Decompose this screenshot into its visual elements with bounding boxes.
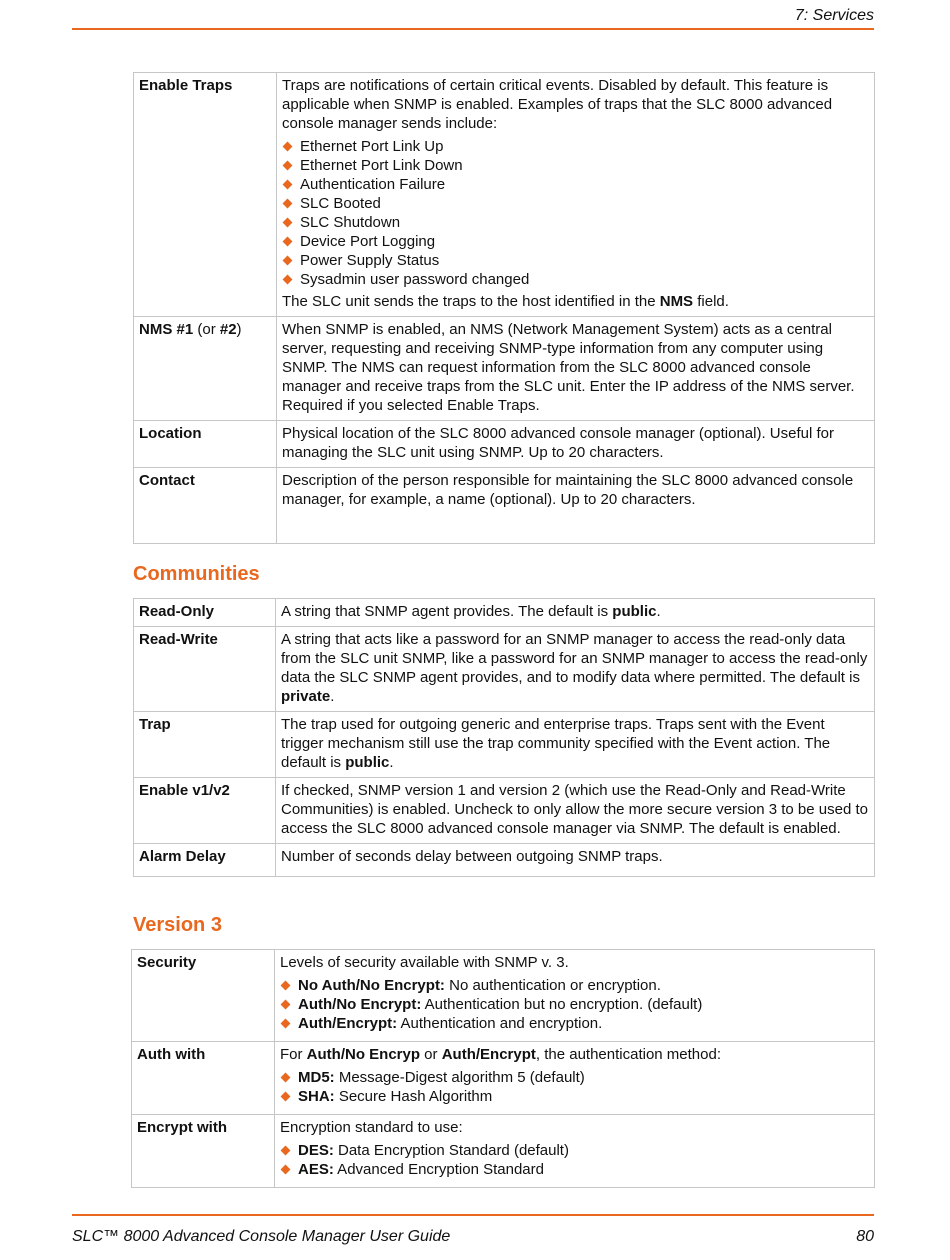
- text-bold: Auth/No Encryp: [306, 1046, 421, 1063]
- text: No authentication or encryption.: [444, 977, 661, 994]
- list-item: [280, 1087, 869, 1106]
- table-row: [134, 73, 875, 317]
- enable-traps-outro: [282, 292, 869, 311]
- text: The trap used for outgoing generic and enterprise traps. Traps sent with the Event trigger mechanism still use the trap community specified with the Event action. The default is: [281, 716, 831, 771]
- list-item: SLC Shutdown: [282, 213, 869, 232]
- page-header: [72, 6, 874, 30]
- list-item: Ethernet Port Link Up: [282, 137, 869, 156]
- text-bold: Auth/Encrypt:: [298, 1015, 398, 1032]
- text: field.: [693, 293, 729, 310]
- text: .: [330, 688, 335, 705]
- list-item: [280, 1014, 869, 1033]
- row-label: Read-Write: [134, 627, 276, 712]
- security-levels-list: [280, 976, 869, 1033]
- page-number: 80: [856, 1228, 874, 1245]
- table-row: [134, 844, 875, 877]
- text: NMS #1: [139, 321, 194, 338]
- text: or: [420, 1046, 442, 1063]
- row-description: Physical location of the SLC 8000 advanced console manager (optional). Useful for managing the SLC unit using SNMP. Up to 20 characters.: [277, 421, 875, 468]
- table-row: [134, 421, 875, 468]
- text: Authentication but no encryption. (default): [421, 996, 703, 1013]
- text-bold: SHA:: [298, 1088, 335, 1105]
- security-intro: Levels of security available with SNMP v. 3.: [280, 954, 569, 971]
- table-row: [132, 1115, 875, 1188]
- enable-traps-intro: Traps are notifications of certain critical events. Disabled by default. This feature is applicable when SNMP is enabled. Examples of traps that the SLC 8000 advanced console manager sends include:: [282, 77, 833, 132]
- text: Secure Hash Algorithm: [334, 1088, 493, 1105]
- text: Message-Digest algorithm 5 (default): [334, 1069, 585, 1086]
- row-label: [134, 317, 277, 421]
- section-heading-communities: Communities: [133, 563, 260, 585]
- list-item: Authentication Failure: [282, 175, 869, 194]
- list-item: SLC Booted: [282, 194, 869, 213]
- row-label: Enable Traps: [134, 73, 277, 317]
- text: Data Encryption Standard (default): [333, 1142, 569, 1159]
- row-label: Location: [134, 421, 277, 468]
- text: (or: [193, 321, 220, 338]
- list-item: Sysadmin user password changed: [282, 270, 869, 289]
- list-item: Power Supply Status: [282, 251, 869, 270]
- row-label: Trap: [134, 712, 276, 778]
- text: .: [656, 603, 661, 620]
- table-row: [134, 468, 875, 544]
- row-description: [276, 712, 875, 778]
- row-description: [275, 1042, 875, 1115]
- row-description: Number of seconds delay between outgoing SNMP traps.: [276, 844, 875, 877]
- table-row: [132, 1042, 875, 1115]
- row-description: When SNMP is enabled, an NMS (Network Management System) acts as a central server, requesting and receiving SNMP-type information from any computer using SNMP. The NMS can request information from the SLC 8000 advanced console manager and receive traps from the SLC unit. Enter the IP address of the NMS server. Required if you selected Enable Traps.: [277, 317, 875, 421]
- list-item: Device Port Logging: [282, 232, 869, 251]
- row-description: Description of the person responsible for maintaining the SLC 8000 advanced console manager, for example, a name (optional). Up to 20 characters.: [277, 468, 875, 544]
- row-description: [276, 599, 875, 627]
- table-row: [132, 950, 875, 1042]
- text: A string that SNMP agent provides. The default is: [281, 603, 613, 620]
- text: ): [236, 321, 242, 338]
- row-description: If checked, SNMP version 1 and version 2 (which use the Read-Only and Read-Write Communities) is enabled. Uncheck to only allow the more secure version 3 to be used to access the SLC 8000 advanced console manager via SNMP. The default is enabled.: [276, 778, 875, 844]
- text-bold: No Auth/No Encrypt:: [298, 977, 445, 994]
- table-row: [134, 778, 875, 844]
- list-item: [280, 1141, 869, 1160]
- list-item: Ethernet Port Link Down: [282, 156, 869, 175]
- row-description: [275, 950, 875, 1042]
- row-label: Auth with: [132, 1042, 275, 1115]
- row-label: Contact: [134, 468, 277, 544]
- text-bold: public: [612, 603, 657, 620]
- section-heading-version-3: Version 3: [133, 914, 222, 936]
- auth-methods-list: [280, 1068, 869, 1106]
- version3-table: [131, 949, 875, 1188]
- list-item: [280, 976, 869, 995]
- text: For: [280, 1046, 307, 1063]
- snmp-settings-table: [133, 72, 875, 544]
- text: #2: [219, 321, 237, 338]
- text: A string that acts like a password for an SNMP manager to access the read-only data from the SLC unit SNMP, like a password for an SNMP manager to access the read-only data the SLC SNMP agent provides, and to modify data where permitted. The default is: [281, 631, 868, 686]
- text-bold: Auth/No Encrypt:: [298, 996, 422, 1013]
- text: Advanced Encryption Standard: [333, 1161, 544, 1178]
- row-label: Encrypt with: [132, 1115, 275, 1188]
- list-item: [280, 1068, 869, 1087]
- row-label: Enable v1/v2: [134, 778, 276, 844]
- document-title: SLC™ 8000 Advanced Console Manager User Guide: [72, 1228, 451, 1245]
- text-bold: AES:: [298, 1161, 334, 1178]
- encrypt-intro: Encryption standard to use:: [280, 1119, 463, 1136]
- text-bold: Auth/Encrypt: [441, 1046, 536, 1063]
- chapter-title: 7: Services: [794, 7, 874, 24]
- text-bold: MD5:: [298, 1069, 335, 1086]
- table-row: [134, 627, 875, 712]
- table-row: [134, 712, 875, 778]
- row-description: [275, 1115, 875, 1188]
- table-row: [134, 317, 875, 421]
- auth-intro: [280, 1045, 869, 1064]
- trap-list: [282, 137, 869, 289]
- row-description: [276, 627, 875, 712]
- row-label: Read-Only: [134, 599, 276, 627]
- text: .: [389, 754, 394, 771]
- text-bold: NMS: [659, 293, 694, 310]
- list-item: [280, 995, 869, 1014]
- text-bold: DES:: [298, 1142, 334, 1159]
- text-bold: public: [345, 754, 390, 771]
- row-description: [277, 73, 875, 317]
- text: , the authentication method:: [535, 1046, 722, 1063]
- list-item: [280, 1160, 869, 1179]
- encryption-list: [280, 1141, 869, 1179]
- page-footer: [72, 1214, 874, 1250]
- text: Authentication and encryption.: [397, 1015, 603, 1032]
- row-label: Alarm Delay: [134, 844, 276, 877]
- text: The SLC unit sends the traps to the host identified in the: [282, 293, 660, 310]
- communities-table: [133, 598, 875, 877]
- row-label: Security: [132, 950, 275, 1042]
- text-bold: private: [281, 688, 331, 705]
- table-row: [134, 599, 875, 627]
